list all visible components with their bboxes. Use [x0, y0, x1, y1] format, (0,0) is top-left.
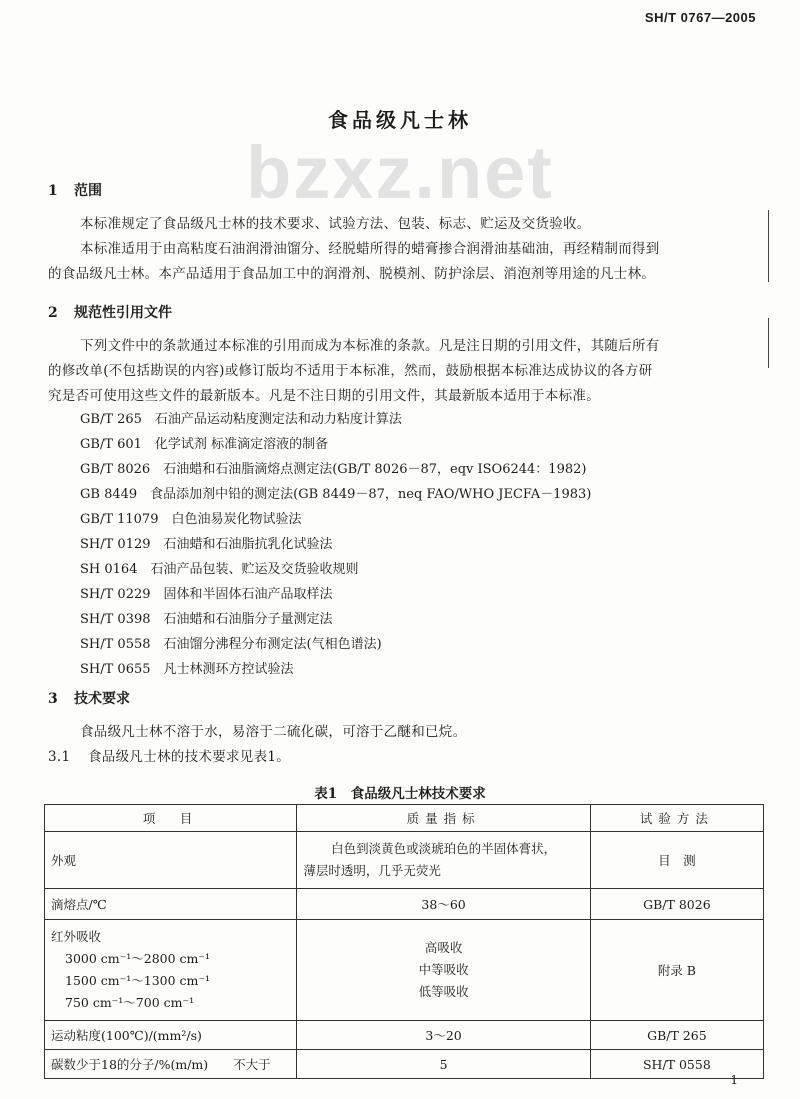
- section-2-heading: [48, 302, 172, 322]
- spec-line: 薄层时透明，几乎无荧光: [303, 863, 441, 878]
- header-spec: 质量指标: [297, 805, 590, 832]
- reference-item: SH/T 0129 石油蜡和石油脂抗乳化试验法: [80, 537, 333, 552]
- absorption-level: 低等吸收: [418, 984, 469, 999]
- refs-intro-line-3: 究是否可使用这些文件的最新版本。凡是不注日期的引用文件，其最新版本适用于本标准。: [48, 388, 600, 404]
- reference-item: GB/T 265 石油产品运动粘度测定法和动力粘度计算法: [80, 412, 402, 427]
- row-method: GB/T 265: [590, 1021, 763, 1050]
- row-item: 滴熔点/℃: [45, 889, 297, 920]
- row-method: SH/T 0558: [590, 1050, 763, 1079]
- section-title: 范围: [74, 183, 102, 199]
- row-method: 附录 B: [590, 920, 763, 1021]
- spec-table: [44, 804, 764, 1079]
- section-title: 技术要求: [74, 691, 130, 707]
- row-item: 运动粘度(100℃)/(mm²/s): [45, 1021, 297, 1050]
- table-row: [45, 1021, 764, 1050]
- row-method: 目 测: [590, 832, 763, 889]
- refs-intro-line-1: 下列文件中的条款通过本标准的引用而成为本标准的条款。凡是注日期的引用文件，其随后所有: [80, 338, 660, 354]
- subsection-3-1: [48, 745, 290, 765]
- reference-item: GB 8449 食品添加剂中铅的测定法(GB 8449－87，neq FAO/WHO JECFA－1983): [80, 487, 592, 502]
- row-item: 碳数少于18的分子/%(m/m) 不大于: [45, 1050, 297, 1079]
- wavenumber-range: 3000 cm⁻¹～2800 cm⁻¹: [65, 951, 210, 966]
- header-item: 项 目: [45, 805, 297, 832]
- row-item: [45, 920, 297, 1021]
- row-item: 外观: [45, 832, 297, 889]
- reference-item: GB/T 11079 白色油易炭化物试验法: [80, 512, 302, 527]
- table-row: [45, 889, 764, 920]
- section-number: 1: [48, 183, 58, 199]
- subsection-number: 3.1: [48, 749, 71, 765]
- table-row: [45, 920, 764, 1021]
- margin-rule: [768, 318, 769, 368]
- page-title: 食品级凡士林: [328, 108, 472, 132]
- table-row: [45, 832, 764, 889]
- table-caption: 表1 食品级凡士林技术要求: [314, 786, 486, 802]
- scope-paragraph-1: 本标准规定了食品级凡士林的技术要求、试验方法、包装、标志、贮运及交货验收。: [80, 216, 591, 232]
- wavenumber-range: 1500 cm⁻¹～1300 cm⁻¹: [65, 973, 210, 988]
- row-spec: 38～60: [297, 889, 590, 920]
- absorption-level: 中等吸收: [418, 962, 469, 977]
- scope-paragraph-2-cont: 的食品级凡士林。本产品适用于食品加工中的润滑剂、脱模剂、防护涂层、消泡剂等用途的凡士林。: [48, 266, 656, 282]
- spec-line: 白色到淡黄色或淡琥珀色的半固体膏状，: [331, 841, 557, 856]
- wavenumber-range: 750 cm⁻¹～700 cm⁻¹: [65, 995, 195, 1010]
- row-spec: 5: [297, 1050, 590, 1079]
- row-item-title: 红外吸收: [51, 929, 102, 944]
- section-number: 2: [48, 305, 58, 321]
- section-title: 规范性引用文件: [74, 305, 172, 321]
- section-1-heading: [48, 180, 102, 200]
- header-method: 试验方法: [590, 805, 763, 832]
- reference-item: SH/T 0558 石油馏分沸程分布测定法(气相色谱法): [80, 637, 382, 652]
- row-spec: [297, 920, 590, 1021]
- reference-item: GB/T 601 化学试剂 标准滴定溶液的制备: [80, 437, 329, 452]
- section-number: 3: [48, 691, 58, 707]
- row-method: GB/T 8026: [590, 889, 763, 920]
- reference-item: SH 0164 石油产品包装、贮运及交货验收规则: [80, 562, 359, 577]
- absorption-level: 高吸收: [424, 940, 463, 955]
- table-row: [45, 1050, 764, 1079]
- reference-item: SH/T 0398 石油蜡和石油脂分子量测定法: [80, 612, 333, 627]
- requirements-paragraph: 食品级凡士林不溶于水，易溶于二硫化碳，可溶于乙醚和已烷。: [80, 724, 467, 740]
- reference-item: GB/T 8026 石油蜡和石油脂滴熔点测定法(GB/T 8026－87，eqv ISO6244：1982): [80, 462, 587, 477]
- page-number: 1: [730, 1073, 738, 1087]
- reference-item: SH/T 0655 凡士林测环方控试验法: [80, 662, 294, 677]
- row-spec: [297, 832, 590, 889]
- table-header-row: [45, 805, 764, 832]
- reference-item: SH/T 0229 固体和半固体石油产品取样法: [80, 587, 333, 602]
- subsection-text: 食品级凡士林的技术要求见表1。: [88, 749, 291, 765]
- row-spec: 3～20: [297, 1021, 590, 1050]
- margin-rule: [768, 210, 769, 282]
- standard-number: SH/T 0767—2005: [644, 10, 756, 25]
- refs-intro-line-2: 的修改单(不包括勘误的内容)或修订版均不适用于本标准，然而，鼓励根据本标准达成协议的各方研: [48, 363, 653, 379]
- watermark: bzxz.net: [246, 131, 554, 214]
- scope-paragraph-2: 本标准适用于由高粘度石油润滑油馏分、经脱蜡所得的蜡膏掺合润滑油基础油，再经精制而得到: [80, 241, 660, 257]
- section-3-heading: [48, 688, 130, 708]
